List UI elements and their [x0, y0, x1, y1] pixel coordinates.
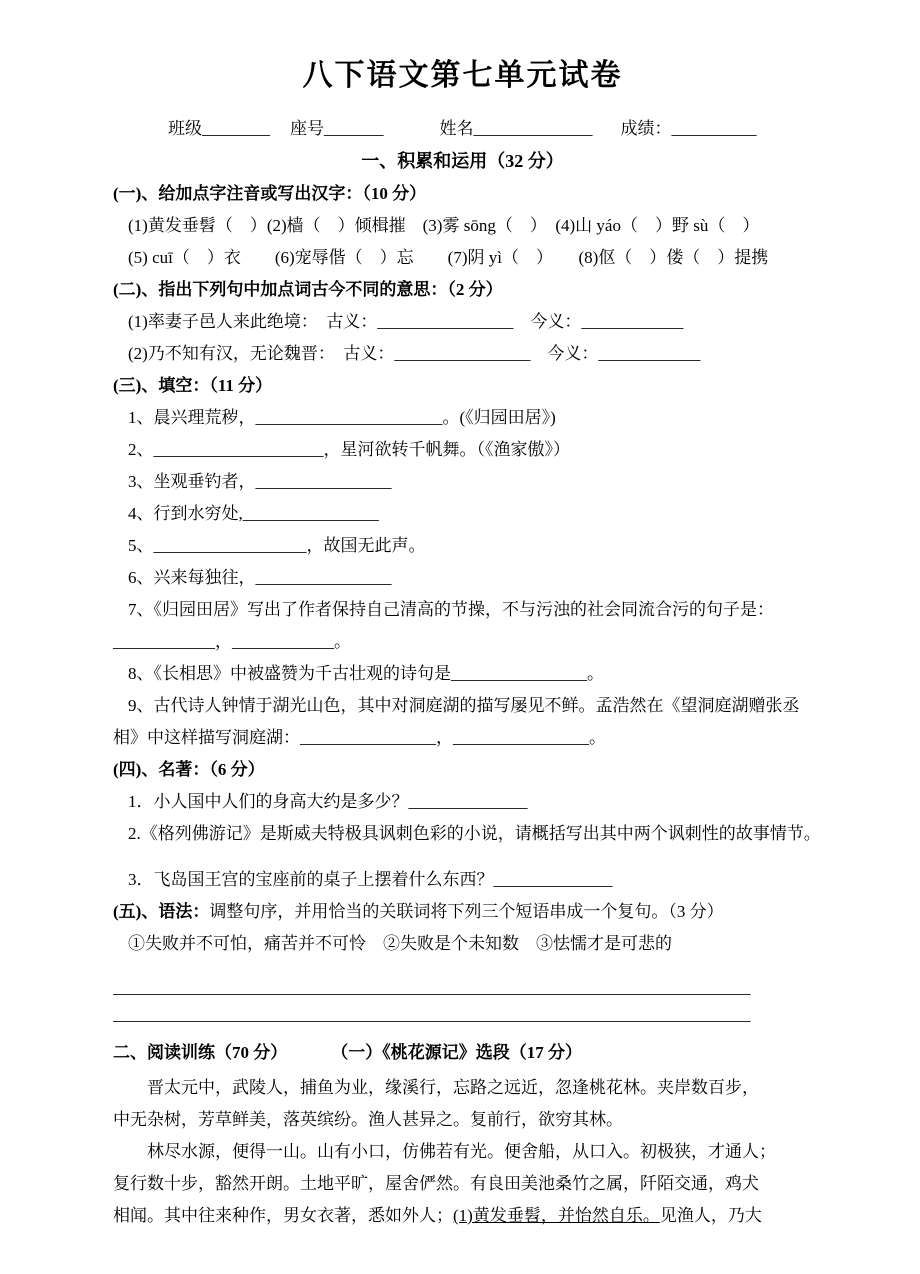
pinyin-line-1: (1)黄发垂髫（ ）(2)樯（ ）倾楫摧 (3)雾 sōng（ ） (4)山 yáo（ ）野 sù（ ） [128, 216, 760, 235]
famous-item-3: 3．飞岛国王宫的宝座前的桌子上摆着什么东西？______________ [128, 870, 613, 889]
grammar-options: ①失败并不可怕，痛苦并不可怜 ②失败是个未知数 ③怯懦才是可悲的 [128, 934, 672, 953]
reading-para2-line3-pre: 相闻。其中往来种作，男女衣著，悉如外人； [113, 1206, 453, 1225]
ancient-modern-item-2: (2)乃不知有汉，无论魏晋： 古义：________________ 今义：____________ [128, 344, 701, 363]
grammar-answer-line-1: ___________________________________________________________________________ [113, 978, 751, 997]
fill-item-8: 8、《长相思》中被盛赞为千古壮观的诗句是________________。 [128, 664, 604, 683]
reading-para1-line2: 中无杂树，芳草鲜美，落英缤纷。渔人甚异之。复前行，欲穷其林。 [113, 1110, 623, 1129]
student-info-row [113, 114, 812, 144]
reading-para2-line1: 林尽水源，便得一山。山有小口，仿佛若有光。便舍船，从口入。初极狭，才通人； [147, 1142, 776, 1161]
page-title: 八下语文第七单元试卷 [302, 59, 623, 92]
pinyin-line-2: (5) cuī（ ）衣 (6)宠辱偕（ ）忘 (7)阴 yì（ ） (8)伛（ ）偻（ ）提携 [128, 248, 769, 267]
fill-item-5: 5、__________________，故国无此声。 [128, 536, 426, 555]
reading-para1-line1: 晋太元中，武陵人，捕鱼为业，缘溪行，忘路之远近，忽逢桃花林。夹岸数百步， [147, 1078, 759, 1097]
reading-para2-line3-post: 见渔人，乃大 [659, 1206, 762, 1225]
fill-item-4: 4、行到水穷处,________________ [128, 504, 379, 523]
reading-heading-main: 二、阅读训练（70 分） [113, 1043, 288, 1062]
fill-item-9-line2: 相》中这样描写洞庭湖：________________，________________。 [113, 728, 606, 747]
section-accumulation-heading: 一、积累和运用（32 分） [361, 151, 564, 171]
fill-blanks-heading: (三)、填空：（11 分） [113, 376, 273, 395]
reading-para2-line2: 复行数十步，豁然开朗。土地平旷，屋舍俨然。有良田美池桑竹之属，阡陌交通，鸡犬 [113, 1174, 759, 1193]
fill-item-6: 6、兴来每独往，________________ [128, 568, 392, 587]
famous-item-2: 2.《格列佛游记》是斯威夫特极具讽刺色彩的小说，请概括写出其中两个讽刺性的故事情节。 [128, 824, 821, 843]
class-field: 班级________ [168, 119, 270, 138]
reading-section-heading [113, 1034, 812, 1072]
reading-para2-line3 [113, 1200, 812, 1232]
grammar-heading [113, 896, 812, 928]
fill-item-3: 3、坐观垂钓者，________________ [128, 472, 392, 491]
ancient-modern-item-1: (1)率妻子邑人来此绝境： 古义：________________ 今义：____________ [128, 312, 684, 331]
score-field: 成绩：__________ [620, 119, 757, 138]
fill-item-1: 1、晨兴理荒秽，______________________。(《归园田居》) [128, 408, 556, 427]
fill-item-2: 2、____________________，星河欲转千帆舞。（《渔家傲》） [128, 440, 570, 459]
grammar-heading-rest: 调整句序，并用恰当的关联词将下列三个短语串成一个复句。（3 分） [209, 902, 724, 921]
pinyin-section-heading: (一)、给加点字注音或写出汉字：（10 分） [113, 184, 427, 203]
seat-field: 座号_______ [290, 119, 384, 138]
fill-item-7-line2: ____________，____________。 [113, 632, 351, 651]
famous-item-1: 1．小人国中人们的身高大约是多少？______________ [128, 792, 528, 811]
name-field: 姓名______________ [439, 119, 593, 138]
famous-books-heading: (四)、名著：（6 分） [113, 760, 265, 779]
fill-item-7-line1: 7、《归园田居》写出了作者保持自己清高的节操，不与污浊的社会同流合污的句子是： [128, 600, 774, 619]
underlined-phrase: (1)黄发垂髫，并怡然自乐。 [453, 1206, 660, 1225]
grammar-answer-line-2: ___________________________________________________________________________ [113, 1005, 751, 1024]
fill-item-9-line1: 9、古代诗人钟情于湖光山色，其中对洞庭湖的描写屡见不鲜。孟浩然在《望洞庭湖赠张丞 [128, 696, 800, 715]
reading-heading-sub: （一）《桃花源记》选段（17 分） [331, 1043, 582, 1062]
grammar-heading-label: (五)、语法： [113, 902, 210, 921]
ancient-modern-heading: (二)、指出下列句中加点词古今不同的意思：（2 分） [113, 280, 503, 299]
